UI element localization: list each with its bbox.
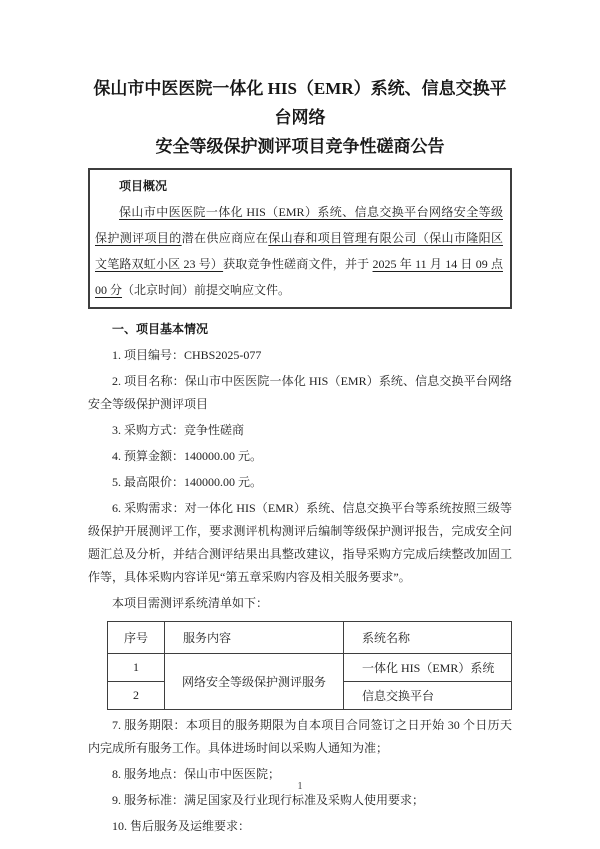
cell-merged-service-content: 网络安全等级保护测评服务	[165, 654, 344, 710]
item-max-price: 5. 最高限价：140000.00 元。	[112, 475, 263, 489]
overview-text-supplier: 潜在供应商应在	[181, 231, 269, 245]
overview-project-name-underlined: 保山市中医医院一体化 HIS（EMR）系统、信息交换平台网络安全等级保护测评项目的	[95, 205, 503, 245]
header-cell-system-name: 系统名称	[344, 622, 512, 654]
overview-paragraph	[95, 199, 503, 303]
cell-row1-no: 1	[108, 654, 165, 682]
document-title	[88, 74, 512, 161]
item-project-name: 2. 项目名称：保山市中医医院一体化 HIS（EMR）系统、信息交换平台网络安全等级保护测评项目	[88, 374, 512, 411]
document-title-line-1: 保山市中医医院一体化 HIS（EMR）系统、信息交换平台网络	[93, 79, 507, 127]
overview-heading: 项目概况	[119, 179, 168, 193]
project-overview-box	[88, 168, 512, 309]
cell-row2-system-name: 信息交换平台	[344, 682, 512, 710]
item-after-sales-requirements: 10. 售后服务及运维要求：	[112, 819, 251, 833]
systems-table	[107, 621, 512, 710]
item-service-location: 8. 服务地点：保山市中医医院；	[112, 767, 281, 781]
header-cell-service-content: 服务内容	[165, 622, 344, 654]
item-service-standard: 9. 服务标准：满足国家及行业现行标准及采购人使用要求；	[112, 793, 425, 807]
cell-row1-system-name: 一体化 HIS（EMR）系统	[344, 654, 512, 682]
systems-table-row-1	[108, 654, 512, 682]
item-service-period: 7. 服务期限：本项目的服务期限为自本项目合同签订之日开始 30 个日历天内完成所有服务工作。具体进场时间以采购人通知为准；	[88, 718, 512, 755]
item-procurement-method: 3. 采购方式：竞争性磋商	[112, 423, 245, 437]
item-procurement-requirements: 6. 采购需求：对一体化 HIS（EMR）系统、信息交换平台等系统按照三级等级保护开展测评工作，要求测评机构测评后编制等级保护测评报告，完成安全问题汇总及分析，并结合测评结果出具整改建议，指导采购方完成后续整改加固工作等，具体采购内容详见“第五章采购内容及相关服务要求”。	[88, 501, 512, 584]
systems-table-header-row	[108, 622, 512, 654]
item-project-number: 1. 项目编号：CHBS2025-077	[112, 348, 262, 362]
systems-table-intro: 本项目需测评系统清单如下：	[112, 596, 269, 610]
header-cell-serial-no: 序号	[108, 622, 165, 654]
overview-text-submit: （北京时间）前提交响应文件。	[122, 283, 291, 297]
page-number: 1	[297, 781, 303, 792]
item-budget-amount: 4. 预算金额：140000.00 元。	[112, 449, 263, 463]
document-title-line-2: 安全等级保护测评项目竞争性磋商公告	[155, 137, 445, 156]
section-heading-basic-info: 一、项目基本情况	[112, 322, 209, 336]
overview-deadline-underlined: 2025 年 11 月 14 日 09 点 00 分	[95, 257, 503, 297]
cell-row2-no: 2	[108, 682, 165, 710]
overview-text-obtain: 获取竞争性磋商文件，并于	[223, 257, 373, 271]
overview-agency-address-underlined: 保山春和项目管理有限公司（保山市隆阳区文笔路双虹小区 23 号）	[95, 231, 503, 271]
